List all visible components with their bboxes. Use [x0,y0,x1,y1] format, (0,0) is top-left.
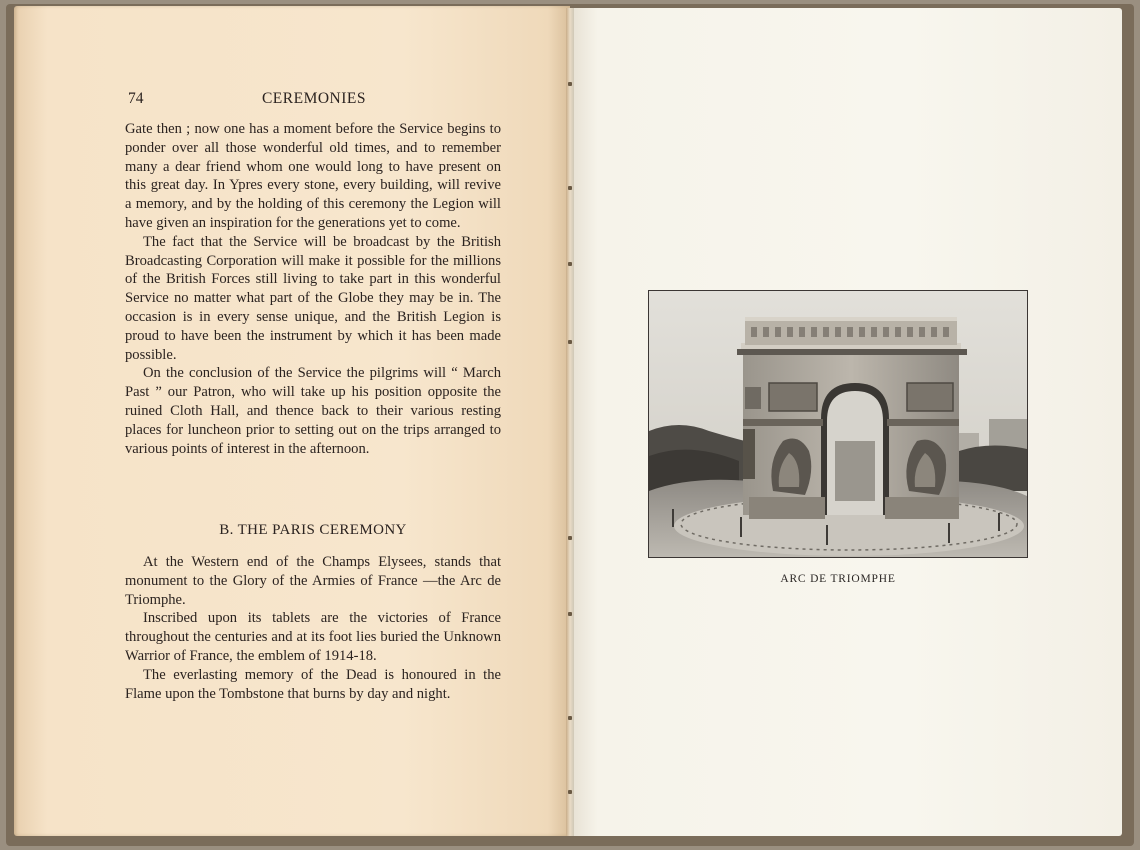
paragraph: At the Western end of the Champs Elysees, stands that monument to the Glory of the Armies of France —the Arc de Triomphe. [125,554,501,608]
body-text-bottom [125,553,501,703]
binding-stitch [568,262,572,266]
paragraph: The everlasting memory of the Dead is honoured in the Flame upon the Tombstone that burns by day and night. [125,666,501,702]
binding-stitch [568,186,572,190]
paragraph: Inscribed upon its tablets are the victories of France throughout the centuries and at its foot lies buried the Unknown Warrior of France, the emblem of 1914-18. [125,610,501,664]
binding-stitch [568,536,572,540]
running-head [128,90,500,112]
paragraph: The fact that the Service will be broadcast by the British Broadcasting Corporation will make it possible for the millions of the British Forces still living to take part in this wonderful Service no matter what part of the Globe they may be in. The occasion is in every sense unique, and the British Legion is proud to have been the instrument by which it has been made possible. [125,233,501,363]
binding-stitch [568,612,572,616]
binding-stitch [568,82,572,86]
plate-caption: ARC DE TRIOMPHE [780,573,896,585]
running-head-title: CEREMONIES [261,90,367,107]
book-spine [566,8,574,836]
body-text-top [125,120,501,458]
paragraph: Gate then ; now one has a moment before the Service begins to ponder over all those wonderful old times, and to remember many a dear friend whom one would long to have present on this great day. In Ypres every stone, every building, will revive a memory, and by the holding of this ceremony the Legion will have given an inspiration for the generations yet to come. [125,121,501,231]
arc-de-triomphe-photo [648,290,1028,558]
binding-stitch [568,790,572,794]
page-number: 74 [128,90,144,107]
section-heading: B. THE PARIS CEREMONY [219,522,407,538]
binding-stitch [568,340,572,344]
binding-stitch [568,716,572,720]
paragraph: On the conclusion of the Service the pilgrims will “ March Past ” our Patron, who will take up his position opposite the ruined Cloth Hall, and thence back to their various resting places for luncheon prior to setting out on the trips arranged to various points of interest in the afternoon. [125,365,501,457]
